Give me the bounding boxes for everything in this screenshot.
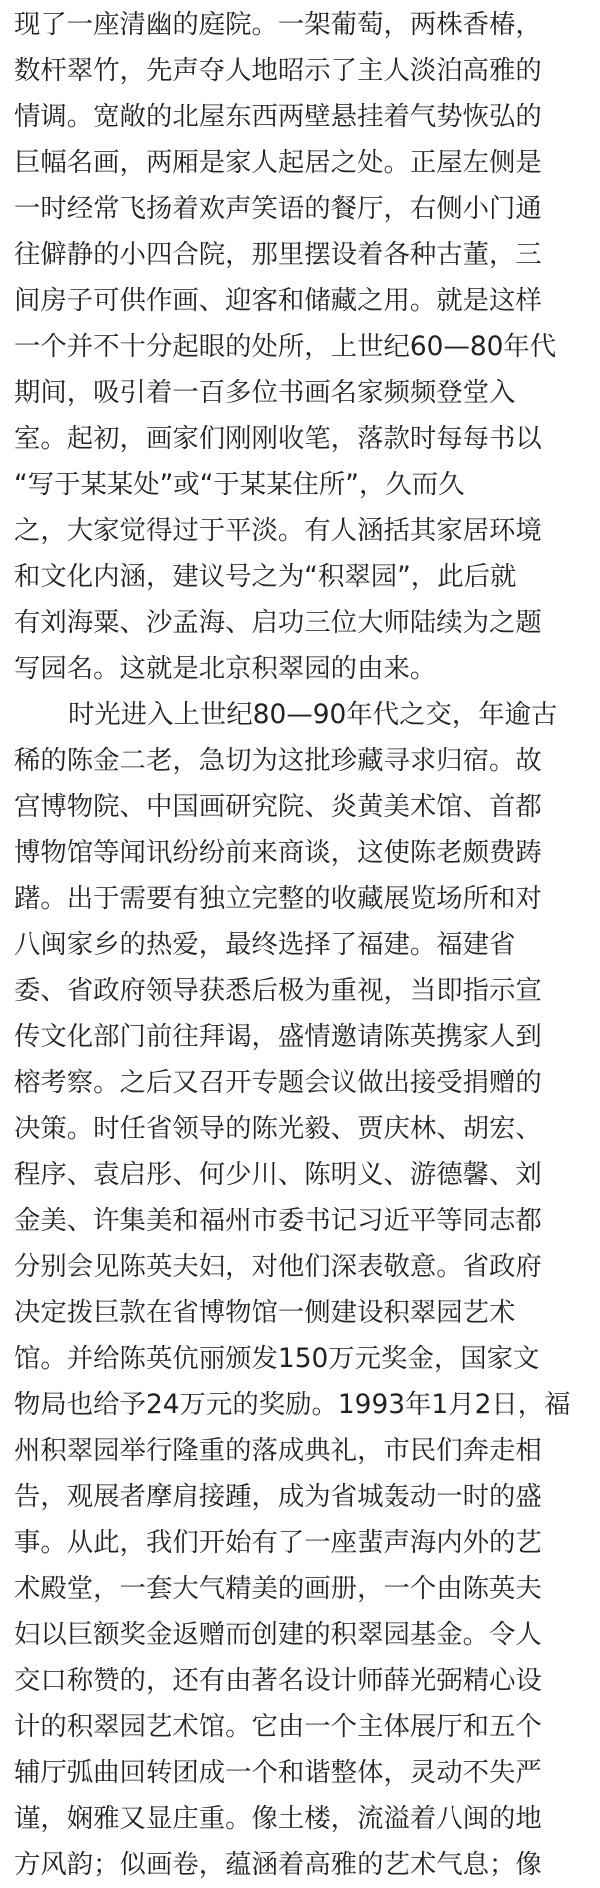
text-line: 数杆翠竹，先声夺人地昭示了主人淡泊高雅的 bbox=[14, 55, 542, 86]
text-line: 术殿堂，一套大气精美的画册，一个由陈英夫 bbox=[14, 1573, 542, 1604]
text-line: 一时经常飞扬着欢声笑语的餐厅，右侧小门通 bbox=[14, 193, 542, 224]
paragraph-2 bbox=[14, 692, 586, 1888]
text-line: 妇以巨额奖金返赠而创建的积翠园基金。令人 bbox=[14, 1619, 542, 1650]
text-line: 告，观展者摩肩接踵，成为省城轰动一时的盛 bbox=[14, 1481, 542, 1512]
text-line: 决定拨巨款在省博物馆一侧建设积翠园艺术 bbox=[14, 1297, 516, 1328]
text-line: 榕考察。之后又召开专题会议做出接受捐赠的 bbox=[14, 1067, 542, 1098]
text-line: 往僻静的小四合院，那里摆设着各种古董，三 bbox=[14, 239, 542, 270]
text-line: 之，大家觉得过于平淡。有人涵括其家居环境 bbox=[14, 515, 542, 546]
text-line: “写于某某处”或“于某某住所”，久而久 bbox=[14, 469, 465, 500]
text-line: 金美、许集美和福州市委书记习近平等同志都 bbox=[14, 1205, 542, 1236]
text-line: 情调。宽敞的北屋东西两壁悬挂着气势恢弘的 bbox=[14, 101, 542, 132]
text-line: 辅厅弧曲回转团成一个和谐整体，灵动不失严 bbox=[14, 1757, 542, 1788]
text-line: 馆。并给陈英伉丽颁发150万元奖金，国家文 bbox=[14, 1343, 540, 1374]
text-line: 和文化内涵，建议号之为“积翠园”，此后就 bbox=[14, 561, 517, 592]
text-line: 委、省政府领导获悉后极为重视，当即指示宣 bbox=[14, 975, 542, 1006]
text-line: 间房子可供作画、迎客和储藏之用。就是这样 bbox=[14, 285, 542, 316]
text-line: 州积翠园举行隆重的落成典礼，市民们奔走相 bbox=[14, 1435, 542, 1466]
text-line: 博物馆等闻讯纷纷前来商谈，这使陈老颇费踌 bbox=[14, 837, 542, 868]
text-line: 稀的陈金二老，急切为这批珍藏寻求归宿。故 bbox=[14, 745, 542, 776]
text-line: 分别会见陈英夫妇，对他们深表敬意。省政府 bbox=[14, 1251, 542, 1282]
text-line: 方风韵；似画卷，蕴涵着高雅的艺术气息；像 bbox=[14, 1849, 542, 1880]
text-line: 宫博物院、中国画研究院、炎黄美术馆、首都 bbox=[14, 791, 542, 822]
text-line: 期间，吸引着一百多位书画名家频频登堂入 bbox=[14, 377, 516, 408]
text-line: 交口称赞的，还有由著名设计师薛光弼精心设 bbox=[14, 1665, 542, 1696]
article-body bbox=[14, 2, 586, 1888]
text-line: 物局也给予24万元的奖励。1993年1月2日，福 bbox=[14, 1389, 571, 1420]
text-line: 八闽家乡的热爱，最终选择了福建。福建省 bbox=[14, 929, 516, 960]
text-line: 程序、袁启彤、何少川、陈明义、游德馨、刘 bbox=[14, 1159, 542, 1190]
text-line: 现了一座清幽的庭院。一架葡萄，两株香椿， bbox=[14, 9, 542, 40]
text-line: 一个并不十分起眼的处所，上世纪60—80年代 bbox=[14, 331, 557, 362]
paragraph-1 bbox=[14, 2, 586, 692]
text-line: 计的积翠园艺术馆。它由一个主体展厅和五个 bbox=[14, 1711, 542, 1742]
text-line: 谨，娴雅又显庄重。像土楼，流溢着八闽的地 bbox=[14, 1803, 542, 1834]
text-line: 写园名。这就是北京积翠园的由来。 bbox=[14, 653, 437, 684]
text-line: 巨幅名画，两厢是家人起居之处。正屋左侧是 bbox=[14, 147, 542, 178]
text-line: 决策。时任省领导的陈光毅、贾庆林、胡宏、 bbox=[14, 1113, 542, 1144]
text-line: 时光进入上世纪80—90年代之交，年逾古 bbox=[68, 699, 558, 730]
text-line: 有刘海粟、沙孟海、启功三位大师陆续为之题 bbox=[14, 607, 542, 638]
text-line: 躇。出于需要有独立完整的收藏展览场所和对 bbox=[14, 883, 542, 914]
text-line: 事。从此，我们开始有了一座蜚声海内外的艺 bbox=[14, 1527, 542, 1558]
text-line: 传文化部门前往拜谒，盛情邀请陈英携家人到 bbox=[14, 1021, 542, 1052]
text-line: 室。起初，画家们刚刚收笔，落款时每每书以 bbox=[14, 423, 542, 454]
